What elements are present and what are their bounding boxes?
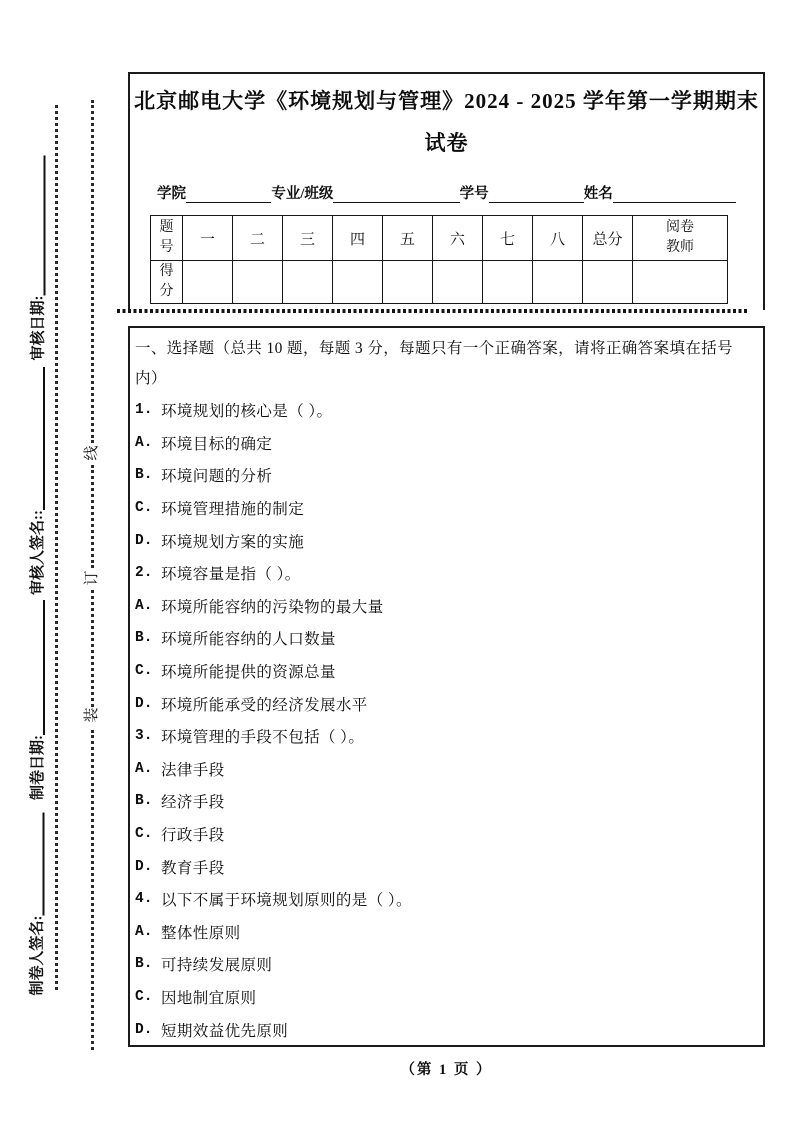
college-blank	[186, 187, 271, 203]
score-cell	[583, 261, 633, 304]
review-date-text: 审核日期:	[30, 295, 47, 361]
major-class-blank	[333, 187, 459, 203]
name-blank	[613, 187, 736, 203]
score-table-header-row	[151, 216, 728, 261]
review-date-blank	[41, 156, 46, 296]
question-4-stem: 4. 以下不属于环境规划原则的是（ ）。	[135, 891, 412, 910]
question-3-option-d: D. 教育手段	[135, 858, 225, 877]
college-label: 学院	[157, 186, 186, 202]
question-2-option-c: C. 环境所能提供的资源总量	[135, 663, 336, 682]
score-header: 得分	[151, 261, 183, 304]
question-4-option-b: B. 可持续发展原则	[135, 956, 273, 975]
col-1: 一	[183, 216, 233, 261]
question-3-option-c: C. 行政手段	[135, 826, 225, 845]
question-3-option-b: B. 经济手段	[135, 793, 225, 812]
major-class-label: 专业/班级	[271, 186, 334, 202]
score-cell	[233, 261, 283, 304]
col-8: 八	[533, 216, 583, 261]
score-cell	[183, 261, 233, 304]
header-box	[128, 72, 765, 310]
reviewer-signature-label	[27, 367, 47, 595]
col-total: 总分	[583, 216, 633, 261]
col-7: 七	[483, 216, 533, 261]
score-table	[150, 215, 728, 304]
binding-dotted-line-segment	[91, 730, 94, 1050]
question-1-option-d: D. 环境规划方案的实施	[135, 532, 305, 551]
name-label: 姓名	[583, 186, 613, 202]
paper-maker-signature-label	[27, 813, 47, 996]
question-2-stem: 2. 环境容量是指（ ）。	[135, 565, 301, 584]
reviewer-signature-text: 审核人签名::	[30, 510, 46, 595]
student-id-blank	[489, 187, 584, 203]
score-cell	[283, 261, 333, 304]
score-cell	[533, 261, 583, 304]
reviewer-signature-blank	[40, 367, 45, 510]
question-2-option-d: D. 环境所能承受的经济发展水平	[135, 695, 368, 714]
col-5: 五	[383, 216, 433, 261]
review-date-label	[28, 156, 48, 361]
paper-made-date-label	[27, 600, 47, 800]
question-3-option-a: A. 法律手段	[135, 760, 225, 779]
question-4-option-c: C. 因地制宜原则	[135, 988, 257, 1007]
binding-dotted-line-segment	[91, 100, 94, 443]
question-4-option-a: A. 整体性原则	[135, 923, 241, 942]
student-info-row	[130, 182, 763, 203]
question-number-header: 题号	[151, 216, 183, 261]
binding-line-char-xian: 线	[84, 445, 100, 461]
score-cell	[333, 261, 383, 304]
score-cell	[383, 261, 433, 304]
question-4-option-d: D. 短期效益优先原则	[135, 1021, 289, 1040]
paper-made-date-text: 制卷日期:	[30, 735, 46, 800]
col-4: 四	[333, 216, 383, 261]
question-1-stem: 1. 环境规划的核心是（ ）。	[135, 402, 333, 421]
question-1-option-b: B. 环境问题的分析	[135, 467, 273, 486]
col-3: 三	[283, 216, 333, 261]
question-2-option-a: A. 环境所能容纳的污染物的最大量	[135, 597, 384, 616]
binding-dotted-line-segment	[91, 465, 94, 568]
binding-dotted-line-left	[55, 105, 58, 990]
question-1-option-a: A. 环境目标的确定	[135, 434, 273, 453]
col-grader: 阅卷教师	[633, 216, 728, 261]
paper-maker-signature-blank	[40, 813, 45, 916]
paper-made-date-blank	[40, 600, 45, 735]
questions-box	[128, 326, 765, 1047]
binding-line-char-zhuang: 装	[84, 707, 100, 723]
dotted-separator	[117, 309, 747, 313]
question-3-stem: 3. 环境管理的手段不包括（ ）。	[135, 728, 365, 747]
page-title-line1: 北京邮电大学《环境规划与管理》2024 - 2025 学年第一学期期末	[134, 89, 759, 113]
page-number: （第 1 页 ）	[400, 1062, 493, 1078]
score-table-score-row	[151, 261, 728, 304]
question-2-option-b: B. 环境所能容纳的人口数量	[135, 630, 336, 649]
student-id-label: 学号	[459, 186, 489, 202]
section-title: 一、选择题（总共 10 题，每题 3 分，每题只有一个正确答案，请将正确答案填在括号内）	[135, 340, 734, 387]
page-title-line2: 试卷	[424, 131, 469, 155]
col-2: 二	[233, 216, 283, 261]
binding-line-char-ding: 订	[84, 570, 100, 586]
question-1-option-c: C. 环境管理措施的制定	[135, 500, 305, 519]
col-6: 六	[433, 216, 483, 261]
score-cell	[433, 261, 483, 304]
score-cell	[633, 261, 728, 304]
paper-maker-signature-text: 制卷人签名:	[29, 915, 46, 996]
score-cell	[483, 261, 533, 304]
binding-dotted-line-segment	[91, 590, 94, 707]
